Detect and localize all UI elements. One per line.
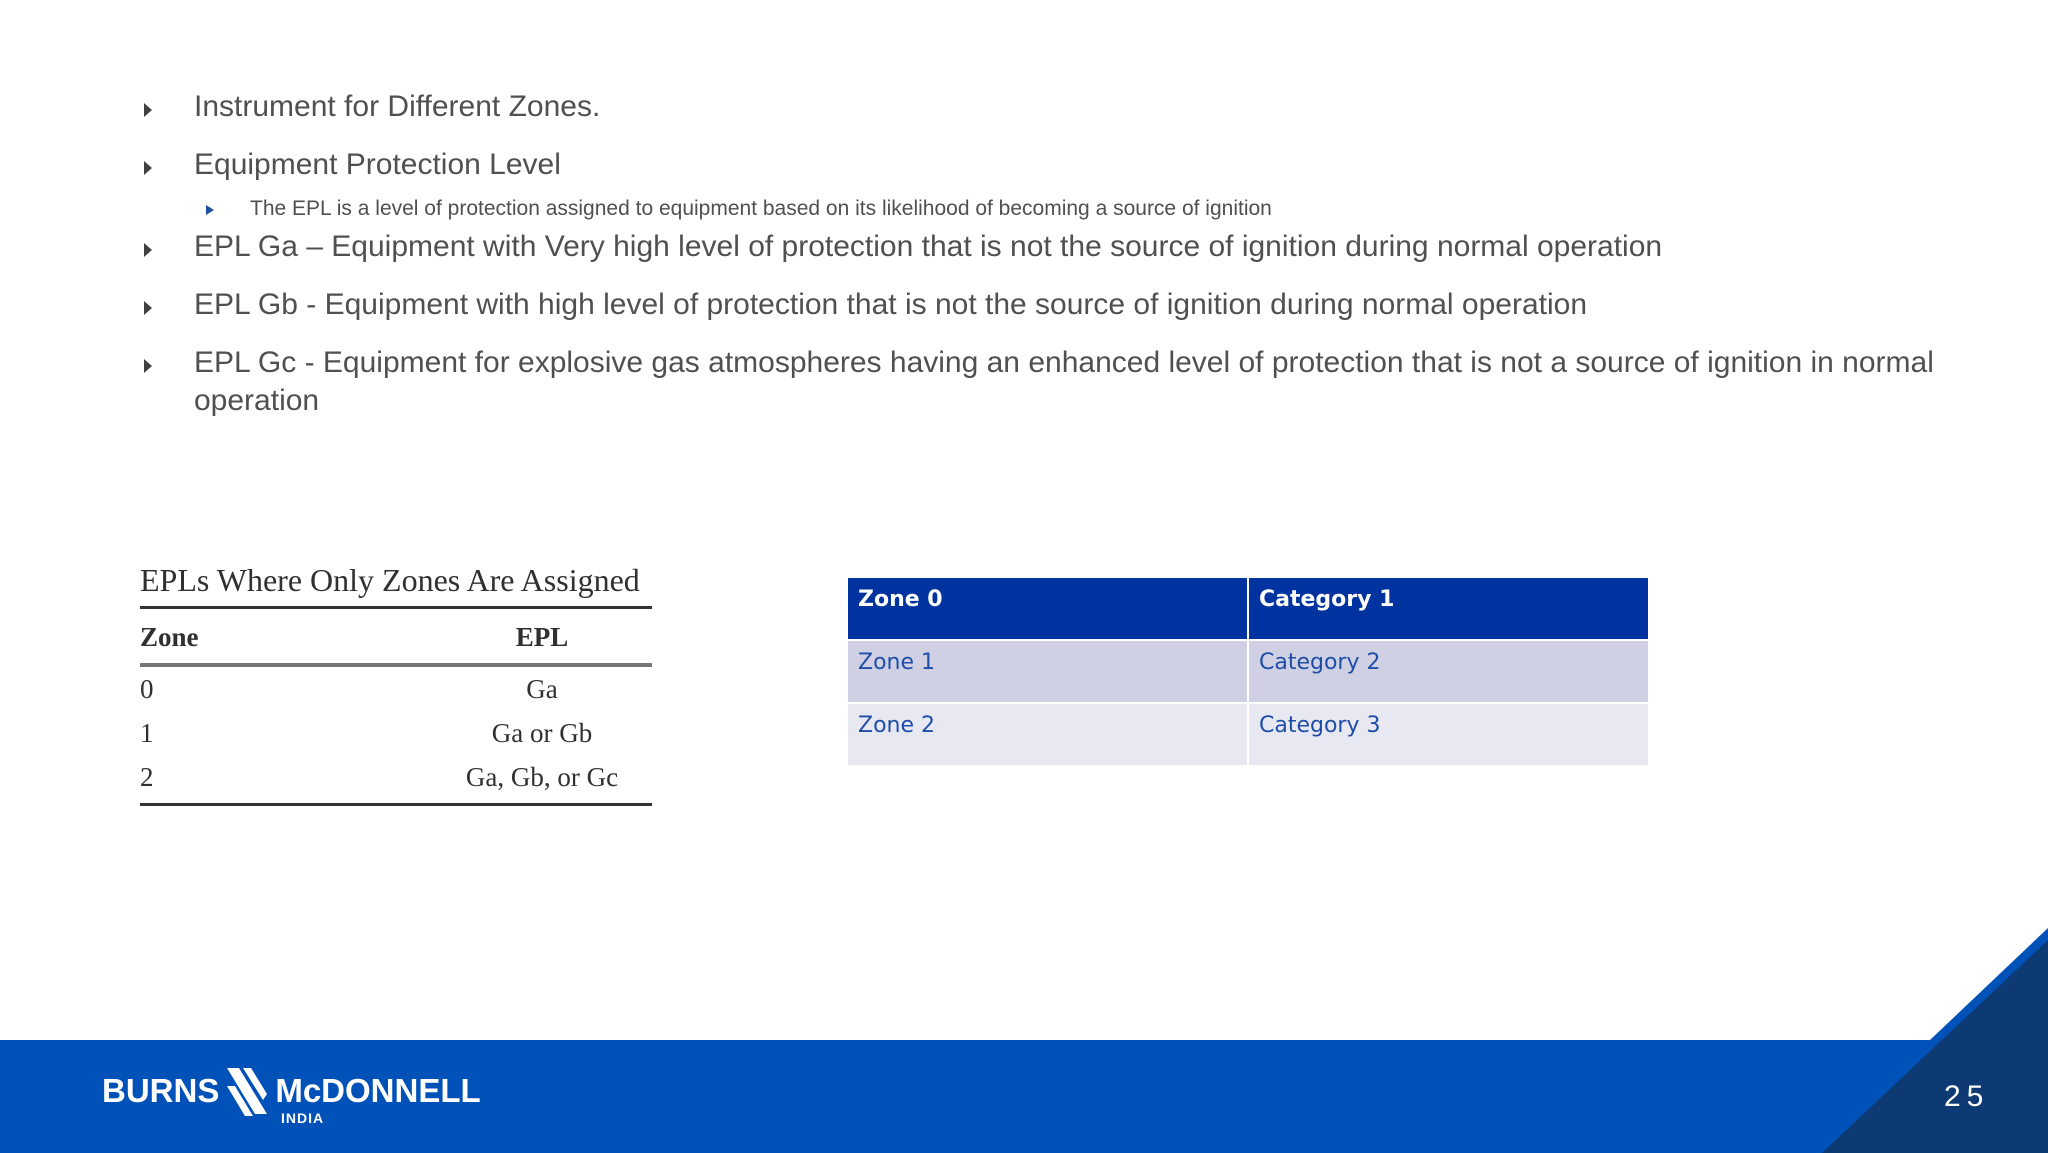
epl-zone-cell: 1 bbox=[140, 718, 154, 748]
epl-value-cell: Ga or Gb bbox=[491, 718, 593, 748]
sub-bullet-text: The EPL is a level of protection assigned to equipment based on its likelihood of becoming a source of ignition bbox=[250, 197, 1272, 220]
dark-corner-shape bbox=[1822, 940, 2048, 1153]
epl-value-cell: Ga bbox=[526, 674, 558, 704]
category-cell: Category 3 bbox=[1248, 703, 1649, 766]
epl-header-epl: EPL bbox=[515, 622, 569, 652]
epl-table-title: EPLs Where Only Zones Are Assigned bbox=[140, 560, 652, 609]
zone-cell: Zone 1 bbox=[847, 640, 1248, 703]
bullet-text: EPL Gc - Equipment for explosive gas atmospheres having an enhanced level of protection that is not a source of ignition in normal operation bbox=[194, 346, 1934, 417]
epl-zone-cell: 2 bbox=[140, 762, 154, 792]
page-number: 25 bbox=[1944, 1080, 1990, 1113]
logo-mark-icon bbox=[223, 1064, 271, 1118]
bullet-text: EPL Gb - Equipment with high level of protection that is not the source of ignition during normal operation bbox=[194, 288, 1588, 321]
bullet-text: EPL Ga – Equipment with Very high level of protection that is not the source of ignition during normal operation bbox=[194, 230, 1663, 263]
category-cell: Category 1 bbox=[1248, 577, 1649, 640]
zone-cell: Zone 2 bbox=[847, 703, 1248, 766]
logo-text-right: McDONNELL bbox=[275, 1072, 481, 1109]
epl-header-zone: Zone bbox=[140, 622, 199, 652]
epl-zone-cell: 0 bbox=[140, 674, 154, 704]
epl-value-cell: Ga, Gb, or Gc bbox=[465, 762, 619, 792]
logo-subtitle: INDIA bbox=[281, 1110, 325, 1126]
zone-cell: Zone 0 bbox=[847, 577, 1248, 640]
category-cell: Category 2 bbox=[1248, 640, 1649, 703]
bullet-text: Equipment Protection Level bbox=[194, 148, 561, 181]
logo-text-left: BURNS bbox=[102, 1072, 220, 1109]
bullet-text: Instrument for Different Zones. bbox=[194, 90, 601, 123]
